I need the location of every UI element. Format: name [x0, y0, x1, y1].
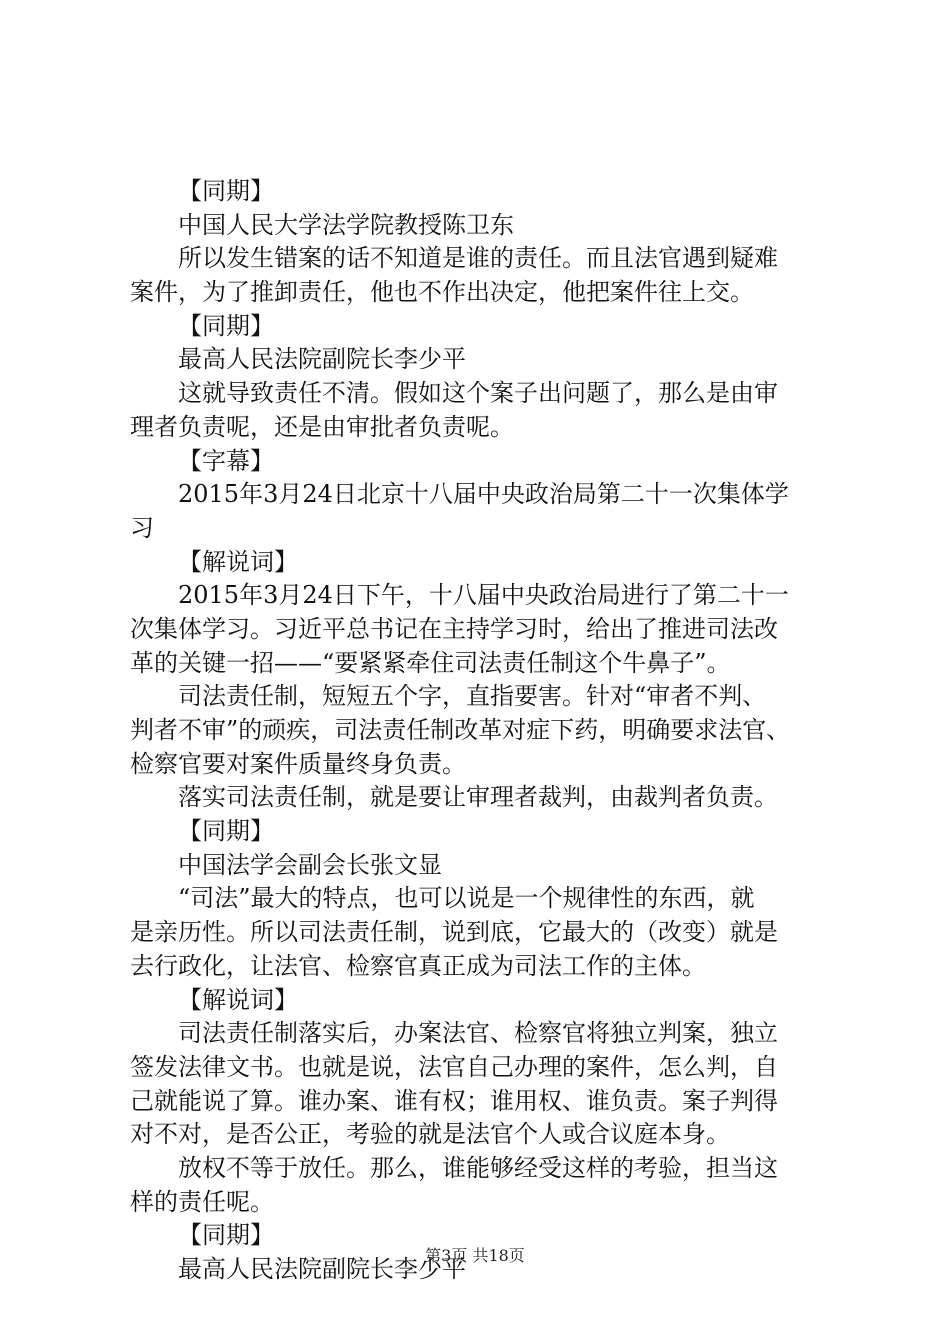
body-text [130, 175, 835, 1287]
paragraph-line: “司法”最大的特点，也可以说是一个规律性的东西，就 [178, 884, 755, 913]
section-tag: 【解说词】 [178, 547, 298, 576]
paragraph-line: 司法责任制落实后，办案法官、检察官将独立判案，独立 [178, 1019, 778, 1048]
speaker-name: 中国人民大学法学院教授陈卫东 [178, 210, 514, 239]
paragraph-line: 2015年3月24日下午，十八届中央政治局进行了第二十一 [178, 581, 789, 610]
speaker-name: 最高人民法院副院长李少平 [178, 345, 466, 374]
speaker-name: 中国法学会副会长张文显 [178, 850, 442, 879]
paragraph-line: 检察官要对案件质量终身负责。 [130, 749, 466, 778]
caption-line: 2015年3月24日北京十八届中央政治局第二十一次集体学 [178, 480, 789, 509]
paragraph-line: 样的责任呢。 [130, 1187, 274, 1216]
paragraph-line: 去行政化，让法官、检察官真正成为司法工作的主体。 [130, 951, 706, 980]
paragraph-line: 这就导致责任不清。假如这个案子出问题了，那么是由审 [178, 379, 778, 408]
paragraph-line: 己就能说了算。谁办案、谁有权；谁用权、谁负责。案子判得 [130, 1086, 778, 1115]
paragraph-line: 所以发生错案的话不知道是谁的责任。而且法官遇到疑难 [178, 244, 778, 273]
paragraph-line: 案件，为了推卸责任，他也不作出决定，他把案件往上交。 [130, 278, 754, 307]
section-tag: 【同期】 [178, 177, 274, 205]
section-tag: 【同期】 [178, 1221, 274, 1250]
page-number-footer: 第3页 共18页 [425, 1246, 525, 1265]
section-tag: 【字幕】 [178, 446, 274, 475]
paragraph-line: 理者负责呢，还是由审批者负责呢。 [130, 412, 514, 441]
paragraph-line: 对不对，是否公正，考验的就是法官个人或合议庭本身。 [130, 1120, 730, 1149]
paragraph-line: 是亲历性。所以司法责任制，说到底，它最大的（改变）就是 [130, 918, 778, 947]
paragraph-line: 司法责任制，短短五个字，直指要害。针对“审者不判、 [178, 682, 767, 711]
paragraph-line: 落实司法责任制，就是要让审理者裁判，由裁判者负责。 [178, 783, 778, 812]
paragraph-line: 革的关键一招——“要紧紧牵住司法责任制这个牛鼻子”。 [130, 648, 731, 677]
paragraph-line: 次集体学习。习近平总书记在主持学习时，给出了推进司法改 [130, 614, 778, 643]
paragraph-line: 判者不审”的顽疾，司法责任制改革对症下药，明确要求法官、 [130, 716, 791, 744]
section-tag: 【解说词】 [178, 985, 298, 1014]
section-tag: 【同期】 [178, 817, 274, 846]
paragraph-line: 放权不等于放任。那么，谁能够经受这样的考验，担当这 [178, 1153, 778, 1182]
caption-line: 习 [130, 513, 154, 542]
section-tag: 【同期】 [178, 311, 274, 340]
paragraph-line: 签发法律文书。也就是说，法官自己办理的案件，怎么判，自 [130, 1052, 778, 1081]
speaker-name: 最高人民法院副院长李少平 [178, 1255, 466, 1283]
